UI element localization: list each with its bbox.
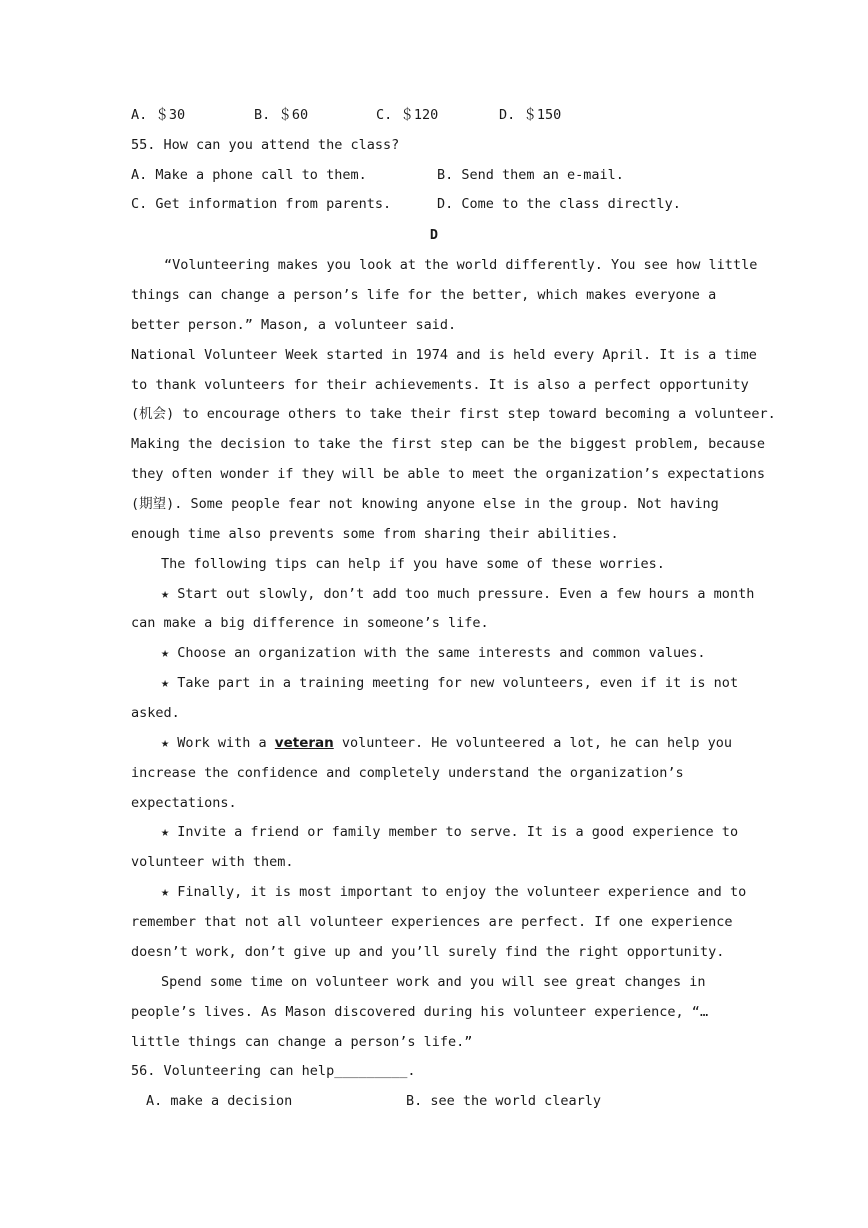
q56-option-a: A. make a decision xyxy=(146,1093,293,1109)
tip-line: doesn’t work, don’t give up and you’ll surely find the right opportunity. xyxy=(131,944,725,960)
tip-line: can make a big difference in someone’s life. xyxy=(131,615,489,631)
tip-line: ★ Start out slowly, don’t add too much pressure. Even a few hours a month xyxy=(161,586,755,602)
passage-line: little things can change a person’s life.” xyxy=(131,1034,473,1050)
tip-line: ★ Choose an organization with the same interests and common values. xyxy=(161,645,706,661)
q55-option-a: A. Make a phone call to them. xyxy=(131,167,367,183)
passage-line: Spend some time on volunteer work and you will see great changes in xyxy=(161,974,706,990)
tip-text: volunteer. He volunteered a lot, he can help you xyxy=(333,735,733,751)
passage-line: things can change a person’s life for the better, which makes everyone a xyxy=(131,287,717,303)
tip-line: expectations. xyxy=(131,795,237,811)
passage-line: National Volunteer Week started in 1974 and is held every April. It is a time xyxy=(131,347,757,363)
tip-line: ★ Take part in a training meeting for new volunteers, even if it is not xyxy=(161,675,739,691)
q55-option-c: C. Get information from parents. xyxy=(131,196,392,212)
q54-option-a: A. ＄30 xyxy=(131,107,186,123)
passage-line: Making the decision to take the first step can be the biggest problem, because xyxy=(131,436,765,452)
passage-line: better person.” Mason, a volunteer said. xyxy=(131,317,457,333)
underlined-word-veteran: veteran xyxy=(274,735,334,751)
q55-option-b: B. Send them an e-mail. xyxy=(437,167,624,183)
section-title: D xyxy=(429,227,439,243)
passage-line: people’s lives. As Mason discovered during his volunteer experience, “… xyxy=(131,1004,709,1020)
passage-line: enough time also prevents some from sharing their abilities. xyxy=(131,526,619,542)
tip-line xyxy=(161,734,732,752)
q56-question: 56. Volunteering can help_________. xyxy=(131,1063,416,1079)
q54-option-d: D. ＄150 xyxy=(499,107,562,123)
passage-line: to thank volunteers for their achievements. It is also a perfect opportunity xyxy=(131,377,749,393)
q54-option-c: C. ＄120 xyxy=(376,107,439,123)
tip-line: remember that not all volunteer experiences are perfect. If one experience xyxy=(131,914,733,930)
passage-line: (期望). Some people fear not knowing anyone else in the group. Not having xyxy=(131,496,719,512)
tip-line: ★ Invite a friend or family member to serve. It is a good experience to xyxy=(161,824,739,840)
q55-question: 55. How can you attend the class? xyxy=(131,137,400,153)
passage-line: they often wonder if they will be able to meet the organization’s expectations xyxy=(131,466,765,482)
q54-option-b: B. ＄60 xyxy=(254,107,309,123)
q56-option-b: B. see the world clearly xyxy=(406,1093,602,1109)
passage-line: (机会) to encourage others to take their first step toward becoming a volunteer. xyxy=(131,406,776,422)
tip-line: ★ Finally, it is most important to enjoy the volunteer experience and to xyxy=(161,884,747,900)
tip-line: increase the confidence and completely understand the organization’s xyxy=(131,765,684,781)
q55-option-d: D. Come to the class directly. xyxy=(437,196,681,212)
tip-text: ★ Work with a xyxy=(161,735,275,751)
passage-line: The following tips can help if you have some of these worries. xyxy=(161,556,665,572)
passage-line: “Volunteering makes you look at the world differently. You see how little xyxy=(164,257,758,273)
tip-line: asked. xyxy=(131,705,180,721)
tip-line: volunteer with them. xyxy=(131,854,294,870)
